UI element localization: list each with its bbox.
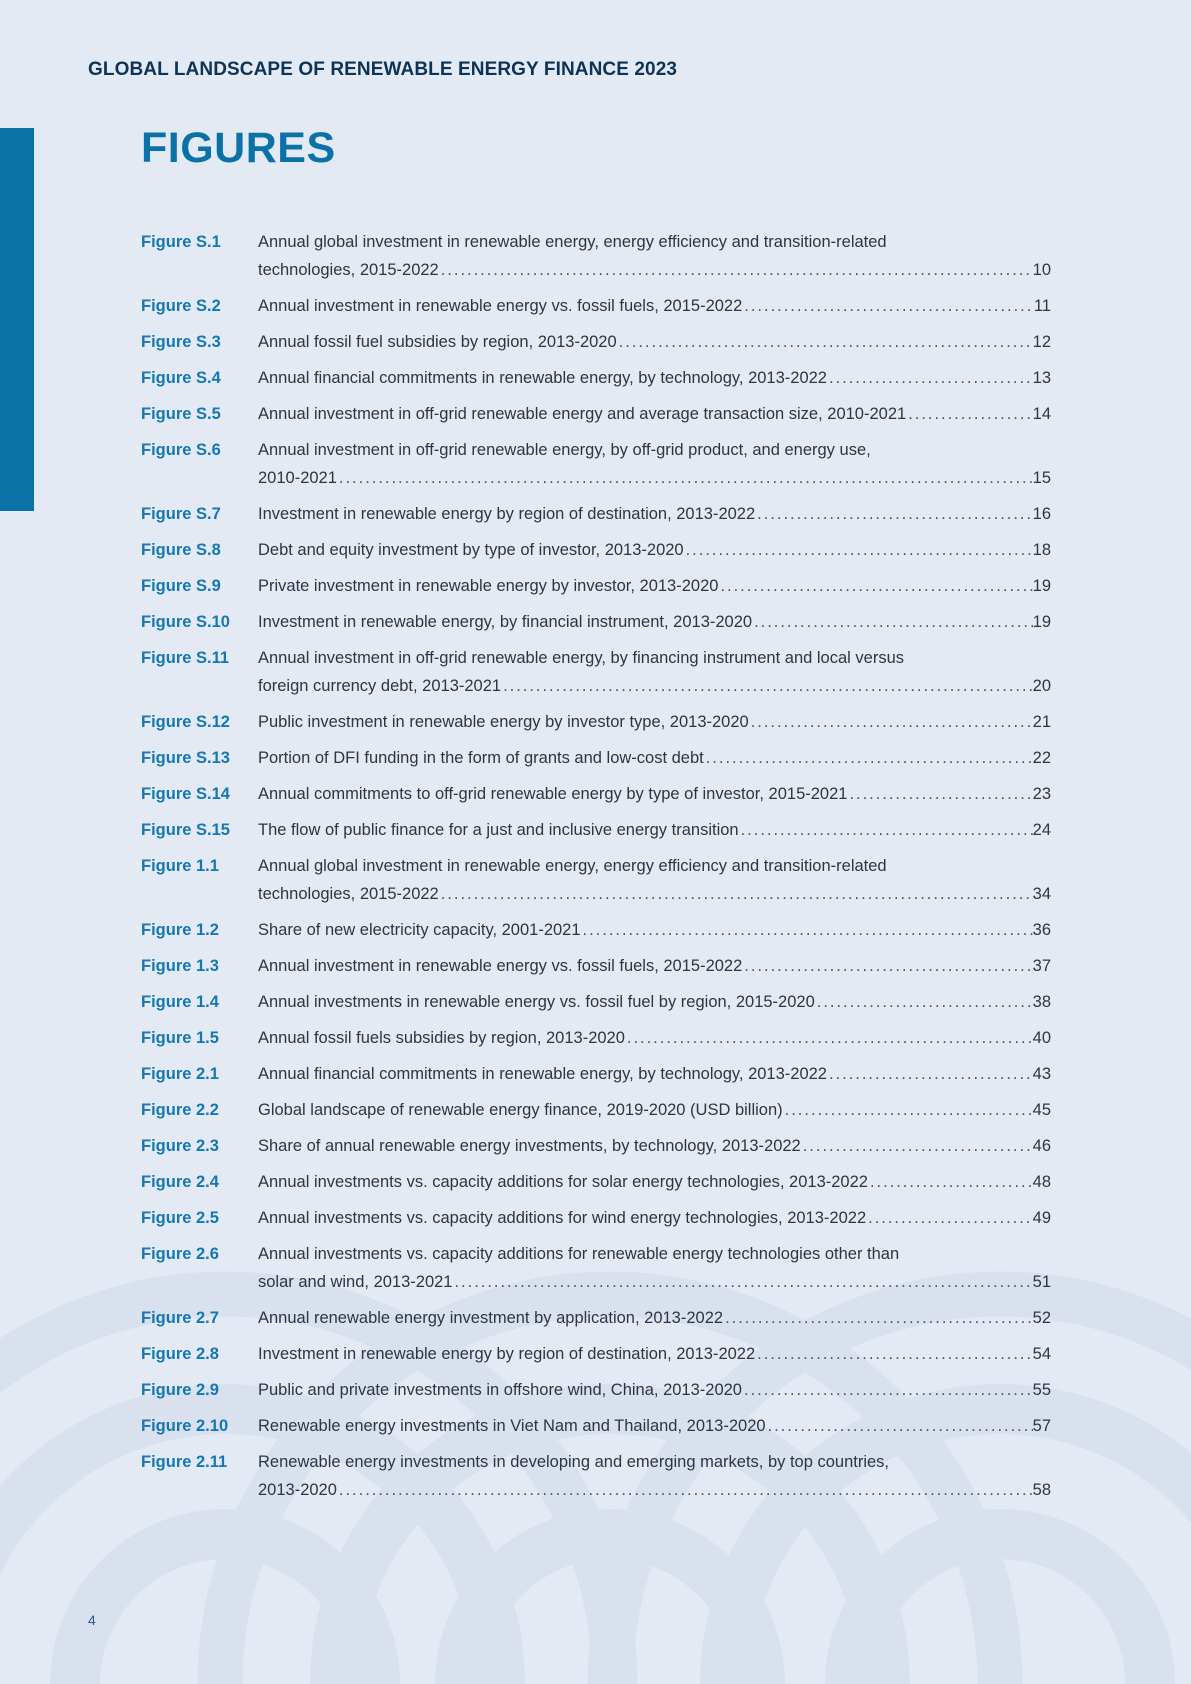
figure-title: Annual investment in off-grid renewable energy and average transaction size, 2010-2021 bbox=[258, 405, 907, 423]
figure-page-number: 55 bbox=[1032, 1381, 1051, 1399]
figure-number: Figure 1.3 bbox=[141, 957, 219, 975]
toc-entry[interactable] bbox=[141, 292, 1051, 320]
figure-page-number: 13 bbox=[1032, 369, 1051, 387]
toc-entry[interactable] bbox=[141, 536, 1051, 564]
figure-title: Debt and equity investment by type of investor, 2013-2020 bbox=[258, 541, 684, 559]
figure-caption-leader-line bbox=[258, 292, 1051, 320]
dot-leader bbox=[452, 1268, 1032, 1296]
figure-number: Figure S.2 bbox=[141, 297, 221, 315]
figure-caption-leader-line bbox=[258, 536, 1051, 564]
figure-page-number: 43 bbox=[1032, 1065, 1051, 1083]
figure-title: Share of annual renewable energy investments, by technology, 2013-2022 bbox=[258, 1137, 801, 1155]
dot-leader bbox=[827, 364, 1033, 392]
figure-page-number: 14 bbox=[1032, 405, 1051, 423]
figure-number: Figure 1.2 bbox=[141, 921, 219, 939]
dot-leader bbox=[749, 708, 1033, 736]
figure-title: Annual investment in renewable energy vs. fossil fuels, 2015-2022 bbox=[258, 297, 743, 315]
figure-page-number: 54 bbox=[1032, 1345, 1051, 1363]
figure-caption-leader-line bbox=[258, 1204, 1051, 1232]
toc-entry[interactable] bbox=[141, 644, 1051, 700]
figure-caption-leader-line bbox=[258, 952, 1051, 980]
figure-caption-leader-line bbox=[258, 1168, 1051, 1196]
figure-page-number: 38 bbox=[1032, 993, 1051, 1011]
dot-leader bbox=[684, 536, 1033, 564]
figure-page-number: 19 bbox=[1032, 577, 1051, 595]
toc-entry[interactable] bbox=[141, 1024, 1051, 1052]
figure-page-number: 57 bbox=[1032, 1417, 1051, 1435]
toc-entry[interactable] bbox=[141, 780, 1051, 808]
figure-caption-leader-line bbox=[258, 744, 1051, 772]
toc-entry[interactable] bbox=[141, 708, 1051, 736]
figure-number: Figure 2.9 bbox=[141, 1381, 219, 1399]
figure-caption-leader-line bbox=[258, 672, 1051, 700]
toc-entry[interactable] bbox=[141, 400, 1051, 428]
figure-number: Figure 2.1 bbox=[141, 1065, 219, 1083]
figure-page-number: 34 bbox=[1032, 885, 1051, 903]
toc-entry[interactable] bbox=[141, 816, 1051, 844]
figure-number: Figure S.8 bbox=[141, 541, 221, 559]
figure-page-number: 46 bbox=[1032, 1137, 1051, 1155]
figure-number: Figure S.1 bbox=[141, 233, 221, 251]
page-title: FIGURES bbox=[141, 124, 336, 172]
figure-page-number: 36 bbox=[1032, 921, 1051, 939]
figure-page-number: 58 bbox=[1032, 1481, 1051, 1499]
figure-page-number: 22 bbox=[1032, 749, 1051, 767]
figure-page-number: 51 bbox=[1032, 1273, 1051, 1291]
figure-page-number: 16 bbox=[1032, 505, 1051, 523]
toc-entry[interactable] bbox=[141, 1340, 1051, 1368]
dot-leader bbox=[625, 1024, 1033, 1052]
figure-caption-leader-line bbox=[258, 608, 1051, 636]
figure-number: Figure 1.5 bbox=[141, 1029, 219, 1047]
figure-caption bbox=[258, 228, 1051, 284]
toc-entry[interactable] bbox=[141, 744, 1051, 772]
figure-caption bbox=[258, 1448, 1051, 1504]
toc-entry[interactable] bbox=[141, 1132, 1051, 1160]
figure-caption bbox=[258, 1412, 1051, 1440]
figure-caption bbox=[258, 1096, 1051, 1124]
figure-page-number: 52 bbox=[1032, 1309, 1051, 1327]
toc-entry[interactable] bbox=[141, 1060, 1051, 1088]
dot-leader bbox=[718, 572, 1032, 600]
figure-number: Figure 2.4 bbox=[141, 1173, 219, 1191]
figure-caption-leader-line bbox=[258, 464, 1051, 492]
figure-number: Figure S.4 bbox=[141, 369, 221, 387]
figure-number: Figure S.14 bbox=[141, 785, 230, 803]
dot-leader bbox=[337, 1476, 1033, 1504]
dot-leader bbox=[827, 1060, 1033, 1088]
figure-title: Annual fossil fuels subsidies by region, 2013-2020 bbox=[258, 1029, 625, 1047]
figure-title: technologies, 2015-2022 bbox=[258, 261, 439, 279]
figure-title: foreign currency debt, 2013-2021 bbox=[258, 677, 502, 695]
toc-entry[interactable] bbox=[141, 1096, 1051, 1124]
figure-title: Annual investment in renewable energy vs. fossil fuels, 2015-2022 bbox=[258, 957, 743, 975]
toc-entry[interactable] bbox=[141, 916, 1051, 944]
figure-caption-leader-line bbox=[258, 916, 1051, 944]
toc-entry[interactable] bbox=[141, 1204, 1051, 1232]
figure-page-number: 23 bbox=[1032, 785, 1051, 803]
figure-caption bbox=[258, 1376, 1051, 1404]
figure-caption bbox=[258, 1024, 1051, 1052]
figure-caption-leader-line bbox=[258, 1376, 1051, 1404]
dot-leader bbox=[704, 744, 1033, 772]
figure-title: Annual financial commitments in renewable energy, by technology, 2013-2022 bbox=[258, 1065, 827, 1083]
dot-leader bbox=[581, 916, 1033, 944]
figure-caption bbox=[258, 952, 1051, 980]
figure-title: Annual investments in renewable energy vs. fossil fuel by region, 2015-2020 bbox=[258, 993, 815, 1011]
dot-leader bbox=[337, 464, 1033, 492]
figure-page-number: 20 bbox=[1032, 677, 1051, 695]
dot-leader bbox=[742, 952, 1032, 980]
figure-caption bbox=[258, 328, 1051, 356]
dot-leader bbox=[439, 256, 1033, 284]
dot-leader bbox=[501, 672, 1033, 700]
figure-caption bbox=[258, 536, 1051, 564]
toc-entry[interactable] bbox=[141, 1376, 1051, 1404]
figure-caption bbox=[258, 1240, 1051, 1296]
figure-caption-line1: Annual global investment in renewable energy, energy efficiency and transition-related bbox=[258, 857, 887, 875]
figure-number: Figure 2.8 bbox=[141, 1345, 219, 1363]
figure-caption-leader-line bbox=[258, 500, 1051, 528]
toc-entry[interactable] bbox=[141, 952, 1051, 980]
dot-leader bbox=[815, 988, 1033, 1016]
figure-caption-line1: Renewable energy investments in developing and emerging markets, by top countries, bbox=[258, 1453, 890, 1471]
figure-caption-leader-line bbox=[258, 880, 1051, 908]
figure-page-number: 19 bbox=[1032, 613, 1051, 631]
figure-caption-leader-line bbox=[258, 1476, 1051, 1504]
figure-caption-leader-line bbox=[258, 400, 1051, 428]
dot-leader bbox=[906, 400, 1032, 428]
figures-list bbox=[141, 228, 1051, 1512]
figure-title: Investment in renewable energy by region of destination, 2013-2022 bbox=[258, 505, 756, 523]
figure-page-number: 15 bbox=[1032, 469, 1051, 487]
figure-page-number: 49 bbox=[1032, 1209, 1051, 1227]
figure-caption bbox=[258, 852, 1051, 908]
figure-page-number: 37 bbox=[1032, 957, 1051, 975]
figure-title: Annual renewable energy investment by application, 2013-2022 bbox=[258, 1309, 724, 1327]
dot-leader bbox=[868, 1168, 1033, 1196]
figure-title: Investment in renewable energy by region of destination, 2013-2022 bbox=[258, 1345, 756, 1363]
figure-caption bbox=[258, 1132, 1051, 1160]
figure-title: Portion of DFI funding in the form of grants and low-cost debt bbox=[258, 749, 704, 767]
dot-leader bbox=[866, 1204, 1033, 1232]
figure-title: technologies, 2015-2022 bbox=[258, 885, 439, 903]
side-accent-bar bbox=[0, 128, 34, 511]
figure-caption bbox=[258, 572, 1051, 600]
toc-entry[interactable] bbox=[141, 228, 1051, 284]
toc-entry[interactable] bbox=[141, 572, 1051, 600]
figure-caption bbox=[258, 988, 1051, 1016]
figure-title: The flow of public finance for a just and inclusive energy transition bbox=[258, 821, 739, 839]
figure-caption bbox=[258, 436, 1051, 492]
figure-caption bbox=[258, 1304, 1051, 1332]
figure-caption bbox=[258, 364, 1051, 392]
figure-number: Figure 1.4 bbox=[141, 993, 219, 1011]
figure-caption bbox=[258, 708, 1051, 736]
toc-entry[interactable] bbox=[141, 1448, 1051, 1504]
toc-entry[interactable] bbox=[141, 988, 1051, 1016]
figure-caption-line1: Annual global investment in renewable energy, energy efficiency and transition-related bbox=[258, 233, 887, 251]
figure-page-number: 11 bbox=[1033, 297, 1051, 315]
dot-leader bbox=[739, 816, 1033, 844]
figure-number: Figure S.9 bbox=[141, 577, 221, 595]
dot-leader bbox=[752, 608, 1033, 636]
dot-leader bbox=[801, 1132, 1033, 1160]
figure-caption bbox=[258, 744, 1051, 772]
figure-number: Figure S.15 bbox=[141, 821, 230, 839]
dot-leader bbox=[617, 328, 1033, 356]
figure-number: Figure 2.11 bbox=[141, 1453, 228, 1471]
figure-title: solar and wind, 2013-2021 bbox=[258, 1273, 453, 1291]
dot-leader bbox=[783, 1096, 1033, 1124]
figure-number: Figure 2.2 bbox=[141, 1101, 219, 1119]
figure-caption bbox=[258, 608, 1051, 636]
figure-page-number: 10 bbox=[1032, 261, 1051, 279]
figure-title: Share of new electricity capacity, 2001-2021 bbox=[258, 921, 581, 939]
figure-title: Private investment in renewable energy by investor, 2013-2020 bbox=[258, 577, 719, 595]
figure-page-number: 18 bbox=[1032, 541, 1051, 559]
figure-number: Figure 2.7 bbox=[141, 1309, 219, 1327]
figure-caption-leader-line bbox=[258, 780, 1051, 808]
dot-leader bbox=[847, 780, 1032, 808]
toc-entry[interactable] bbox=[141, 1412, 1051, 1440]
figure-title: Public and private investments in offshore wind, China, 2013-2020 bbox=[258, 1381, 742, 1399]
figure-caption-line1: Annual investment in off-grid renewable energy, by financing instrument and local versus bbox=[258, 649, 904, 667]
dot-leader bbox=[766, 1412, 1033, 1440]
toc-entry[interactable] bbox=[141, 328, 1051, 356]
figure-page-number: 21 bbox=[1032, 713, 1051, 731]
figure-caption-leader-line bbox=[258, 328, 1051, 356]
figure-number: Figure S.5 bbox=[141, 405, 221, 423]
figure-number: Figure S.3 bbox=[141, 333, 221, 351]
figure-caption-leader-line bbox=[258, 1024, 1051, 1052]
figure-number: Figure S.13 bbox=[141, 749, 230, 767]
toc-entry[interactable] bbox=[141, 1304, 1051, 1332]
figure-number: Figure 2.5 bbox=[141, 1209, 219, 1227]
figure-caption bbox=[258, 292, 1051, 320]
figure-caption bbox=[258, 644, 1051, 700]
toc-entry[interactable] bbox=[141, 500, 1051, 528]
figure-caption-leader-line bbox=[258, 988, 1051, 1016]
toc-entry[interactable] bbox=[141, 608, 1051, 636]
figure-caption-leader-line bbox=[258, 1304, 1051, 1332]
figure-caption-line1: Annual investment in off-grid renewable energy, by off-grid product, and energy use, bbox=[258, 441, 871, 459]
figure-caption-line1: Annual investments vs. capacity additions for renewable energy technologies other than bbox=[258, 1245, 900, 1263]
dot-leader bbox=[723, 1304, 1033, 1332]
figure-number: Figure 2.10 bbox=[141, 1417, 229, 1435]
figure-title: Annual fossil fuel subsidies by region, 2013-2020 bbox=[258, 333, 617, 351]
figure-caption bbox=[258, 1340, 1051, 1368]
figure-page-number: 45 bbox=[1032, 1101, 1051, 1119]
figure-title: Public investment in renewable energy by investor type, 2013-2020 bbox=[258, 713, 749, 731]
figure-caption-leader-line bbox=[258, 816, 1051, 844]
figure-title: 2013-2020 bbox=[258, 1481, 337, 1499]
figure-page-number: 48 bbox=[1032, 1173, 1051, 1191]
figure-number: Figure 2.6 bbox=[141, 1245, 219, 1263]
figure-number: Figure S.6 bbox=[141, 441, 221, 459]
figure-caption-leader-line bbox=[258, 1096, 1051, 1124]
figure-title: 2010-2021 bbox=[258, 469, 337, 487]
figure-title: Annual commitments to off-grid renewable energy by type of investor, 2015-2021 bbox=[258, 785, 848, 803]
figure-caption bbox=[258, 1168, 1051, 1196]
figure-page-number: 40 bbox=[1032, 1029, 1051, 1047]
figure-page-number: 24 bbox=[1032, 821, 1051, 839]
dot-leader bbox=[755, 500, 1032, 528]
figure-caption-leader-line bbox=[258, 708, 1051, 736]
running-header: GLOBAL LANDSCAPE OF RENEWABLE ENERGY FINANCE 2023 bbox=[88, 59, 678, 80]
figure-caption-leader-line bbox=[258, 1060, 1051, 1088]
figure-number: Figure S.7 bbox=[141, 505, 221, 523]
figure-title: Annual investments vs. capacity additions for solar energy technologies, 2013-2022 bbox=[258, 1173, 868, 1191]
figure-number: Figure S.12 bbox=[141, 713, 230, 731]
dot-leader bbox=[742, 292, 1034, 320]
figure-page-number: 12 bbox=[1032, 333, 1051, 351]
figure-number: Figure 2.3 bbox=[141, 1137, 219, 1155]
toc-entry[interactable] bbox=[141, 852, 1051, 908]
figure-caption-leader-line bbox=[258, 1132, 1051, 1160]
figure-caption-leader-line bbox=[258, 1268, 1051, 1296]
figure-title: Renewable energy investments in Viet Nam and Thailand, 2013-2020 bbox=[258, 1417, 766, 1435]
figure-caption-leader-line bbox=[258, 1340, 1051, 1368]
figure-caption bbox=[258, 780, 1051, 808]
figure-caption bbox=[258, 1060, 1051, 1088]
page-number: 4 bbox=[88, 1612, 96, 1628]
figure-title: Annual investments vs. capacity additions for wind energy technologies, 2013-2022 bbox=[258, 1209, 867, 1227]
toc-entry[interactable] bbox=[141, 1168, 1051, 1196]
figure-caption bbox=[258, 500, 1051, 528]
figure-number: Figure 1.1 bbox=[141, 857, 219, 875]
figure-caption bbox=[258, 916, 1051, 944]
figure-caption bbox=[258, 816, 1051, 844]
toc-entry[interactable] bbox=[141, 1240, 1051, 1296]
figure-caption-leader-line bbox=[258, 364, 1051, 392]
toc-entry[interactable] bbox=[141, 364, 1051, 392]
dot-leader bbox=[742, 1376, 1033, 1404]
figure-caption-leader-line bbox=[258, 572, 1051, 600]
figure-caption bbox=[258, 1204, 1051, 1232]
figure-caption-leader-line bbox=[258, 1412, 1051, 1440]
toc-entry[interactable] bbox=[141, 436, 1051, 492]
figure-number: Figure S.10 bbox=[141, 613, 230, 631]
figure-caption-leader-line bbox=[258, 256, 1051, 284]
dot-leader bbox=[439, 880, 1033, 908]
figure-caption bbox=[258, 400, 1051, 428]
figure-number: Figure S.11 bbox=[141, 649, 230, 667]
figure-title: Global landscape of renewable energy finance, 2019-2020 (USD billion) bbox=[258, 1101, 783, 1119]
dot-leader bbox=[755, 1340, 1032, 1368]
figure-title: Annual financial commitments in renewable energy, by technology, 2013-2022 bbox=[258, 369, 827, 387]
figure-title: Investment in renewable energy, by financial instrument, 2013-2020 bbox=[258, 613, 753, 631]
